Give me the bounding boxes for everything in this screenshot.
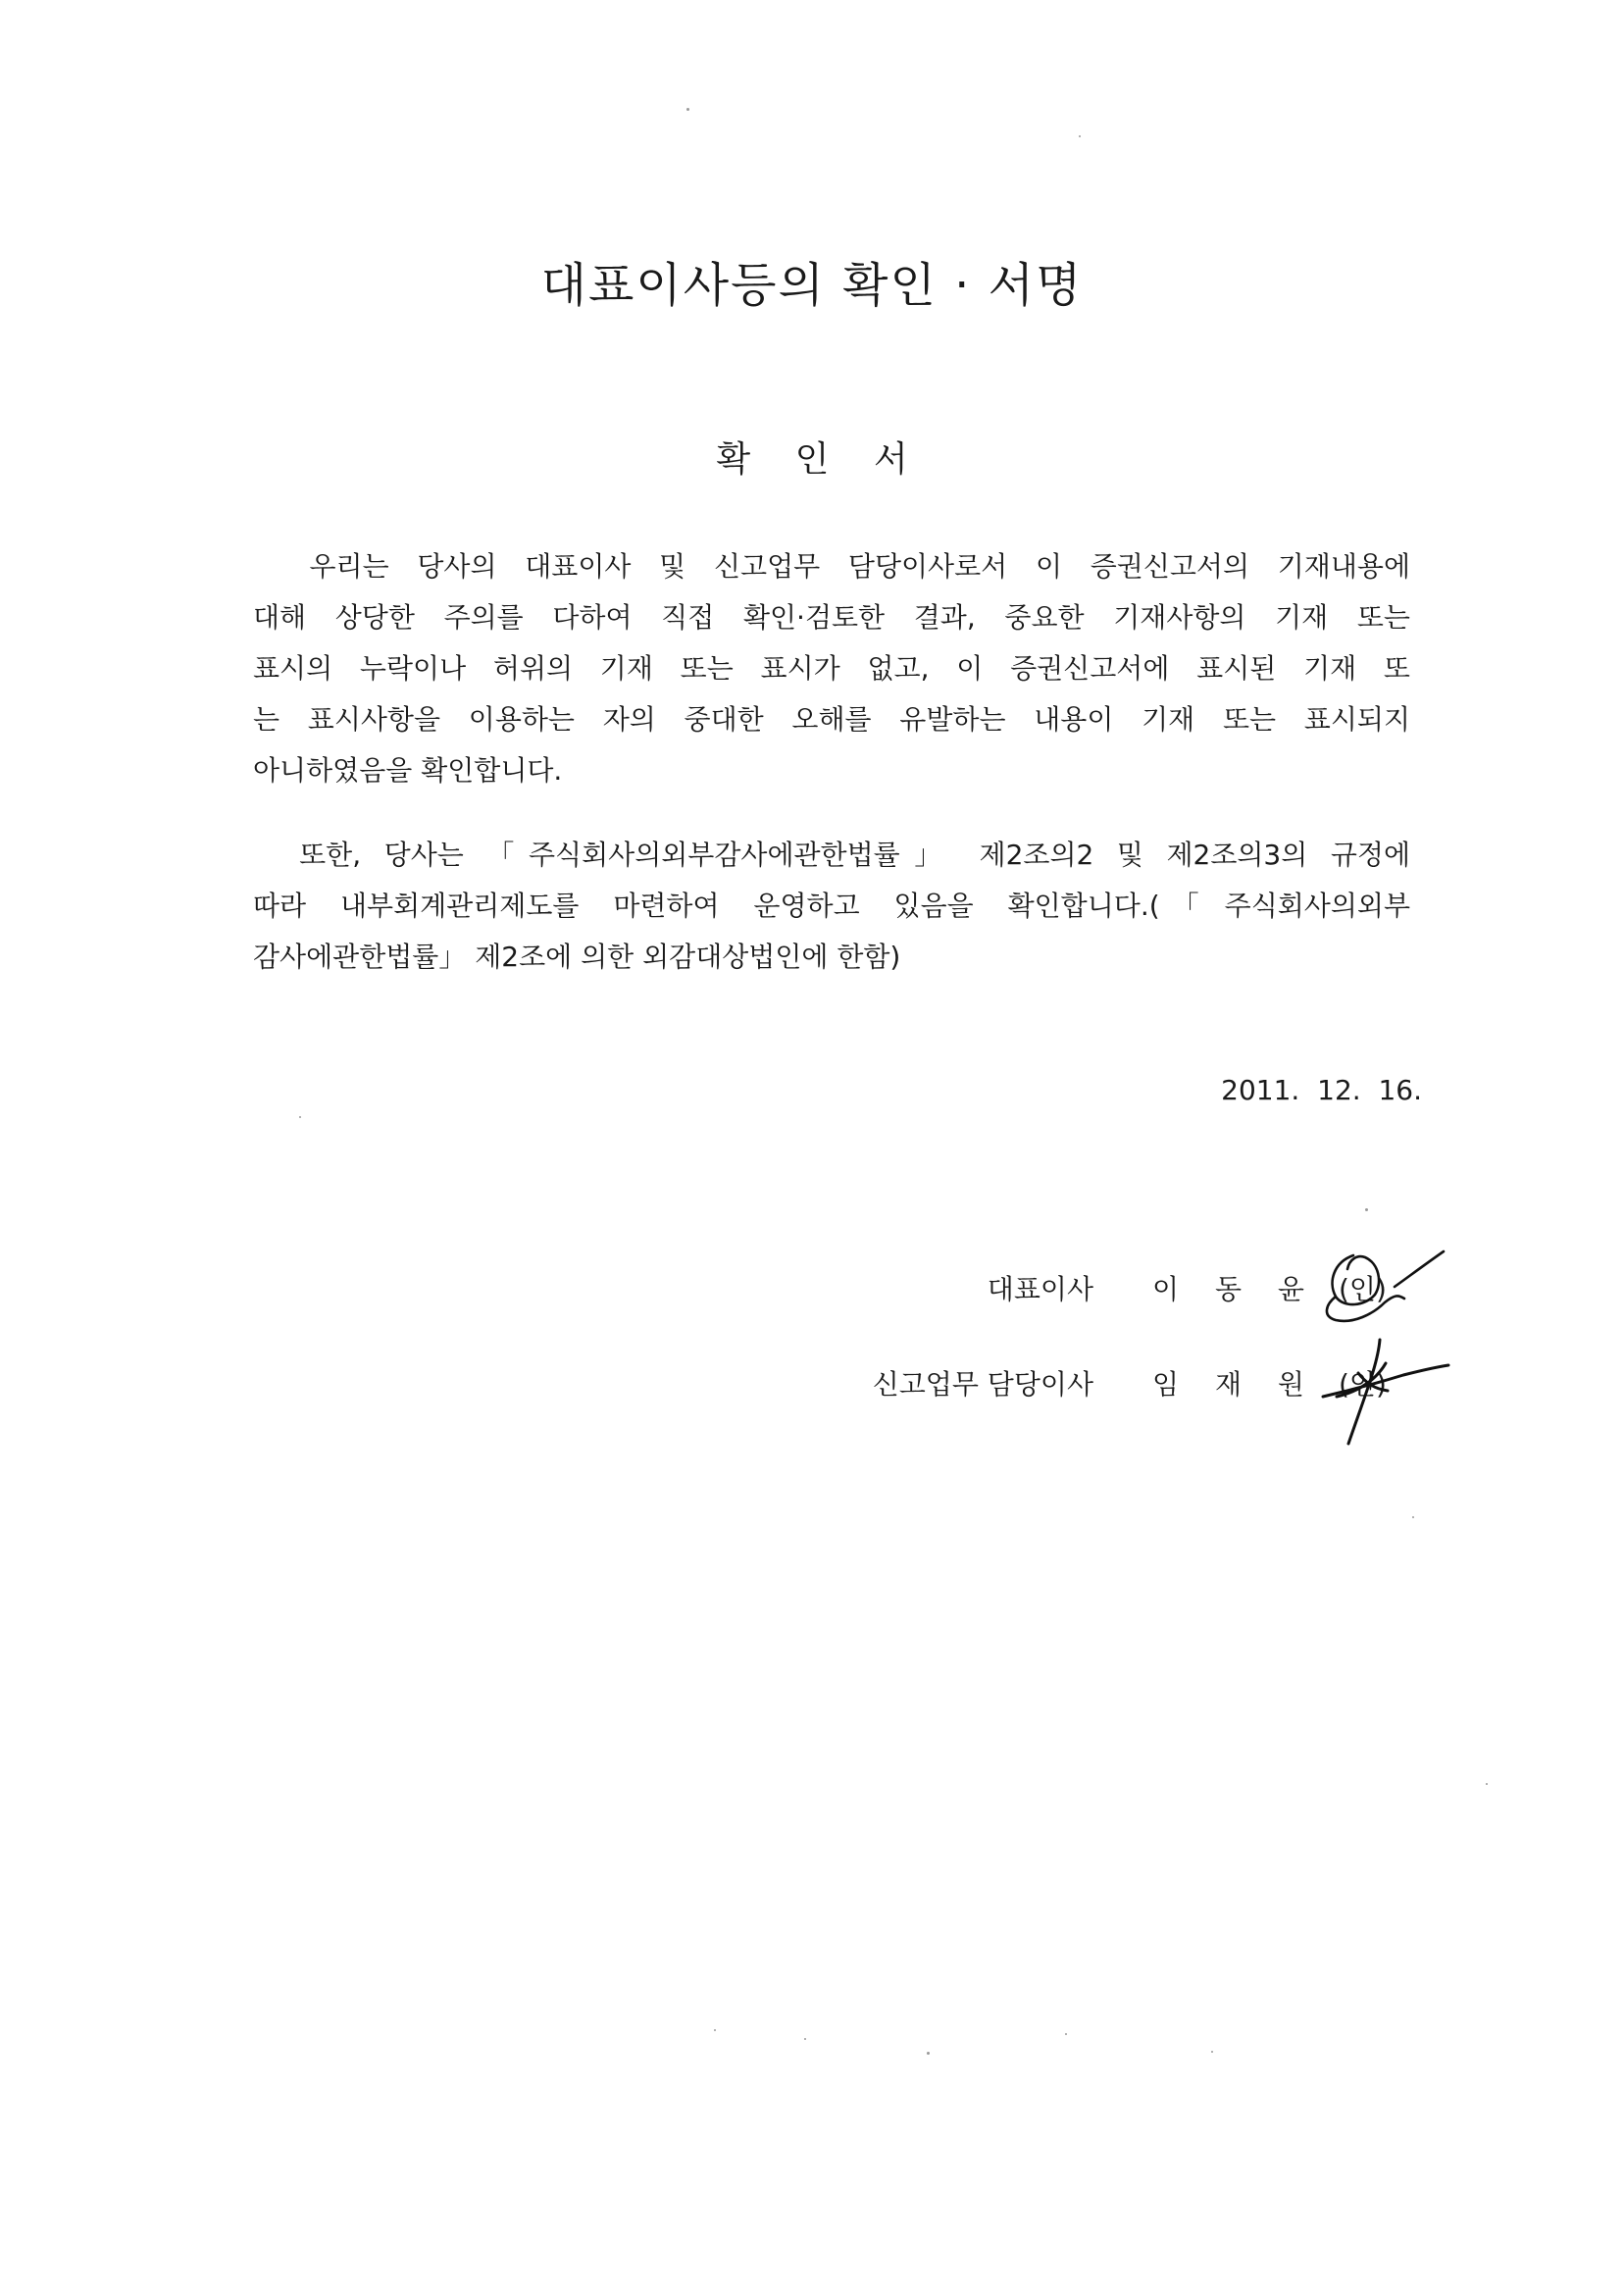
scan-speck xyxy=(1211,2051,1213,2053)
scan-speck xyxy=(299,1116,301,1118)
document-subtitle: 확 인 서 xyxy=(716,439,908,480)
paragraph-line: 표시의 누락이나 허위의 기재 또는 표시가 없고, 이 증권신고서에 표시된 기재 또 xyxy=(253,652,1410,685)
signatory-name: 이 동 윤 xyxy=(1152,1273,1318,1305)
signatory-role: 신고업무 담당이사 xyxy=(872,1368,1093,1401)
scan-speck xyxy=(686,108,689,111)
paragraph-line: 우리는 당사의 대표이사 및 신고업무 담당이사로서 이 증권신고서의 기재내용에 xyxy=(253,550,1410,583)
document-title: 대표이사등의 확인 · 서명 xyxy=(540,258,1084,313)
scan-speck xyxy=(1412,1516,1414,1518)
signatory-name: 임 재 원 xyxy=(1152,1368,1318,1401)
paragraph-line: 감사에관한법률」 제2조에 의한 외감대상법인에 한함) xyxy=(253,941,901,973)
signatory-role: 대표이사 xyxy=(987,1273,1093,1305)
paragraph-line: 는 표시사항을 이용하는 자의 중대한 오해를 유발하는 내용이 기재 또는 표시되지 xyxy=(253,703,1410,736)
confirmation-paragraph xyxy=(253,541,1410,796)
document-date: 2011. 12. 16. xyxy=(1221,1074,1422,1106)
director-signature-icon xyxy=(1309,1334,1456,1452)
ceo-signature-icon xyxy=(1314,1238,1451,1336)
paragraph-line: 또한, 당사는 「주식회사의외부감사에관한법률」 제2조의2 및 제2조의3의 규정에 xyxy=(253,839,1410,871)
scan-speck xyxy=(1365,1208,1368,1211)
scan-speck xyxy=(804,2038,806,2040)
internal-control-paragraph xyxy=(253,830,1410,983)
scan-speck xyxy=(1486,1783,1488,1785)
paragraph-line: 따라 내부회계관리제도를 마련하여 운영하고 있음을 확인합니다.(「주식회사의외부 xyxy=(253,890,1410,922)
scan-speck xyxy=(1079,135,1081,137)
scan-speck xyxy=(1065,2033,1067,2035)
scan-speck xyxy=(927,2052,930,2055)
paragraph-line: 대해 상당한 주의를 다하여 직접 확인·검토한 결과, 중요한 기재사항의 기재 또는 xyxy=(253,601,1410,634)
seal-mark: (인) xyxy=(1339,1273,1387,1305)
seal-mark: (인) xyxy=(1339,1368,1387,1401)
scan-speck xyxy=(714,2029,716,2031)
paragraph-line: 아니하였음을 확인합니다. xyxy=(253,754,563,787)
